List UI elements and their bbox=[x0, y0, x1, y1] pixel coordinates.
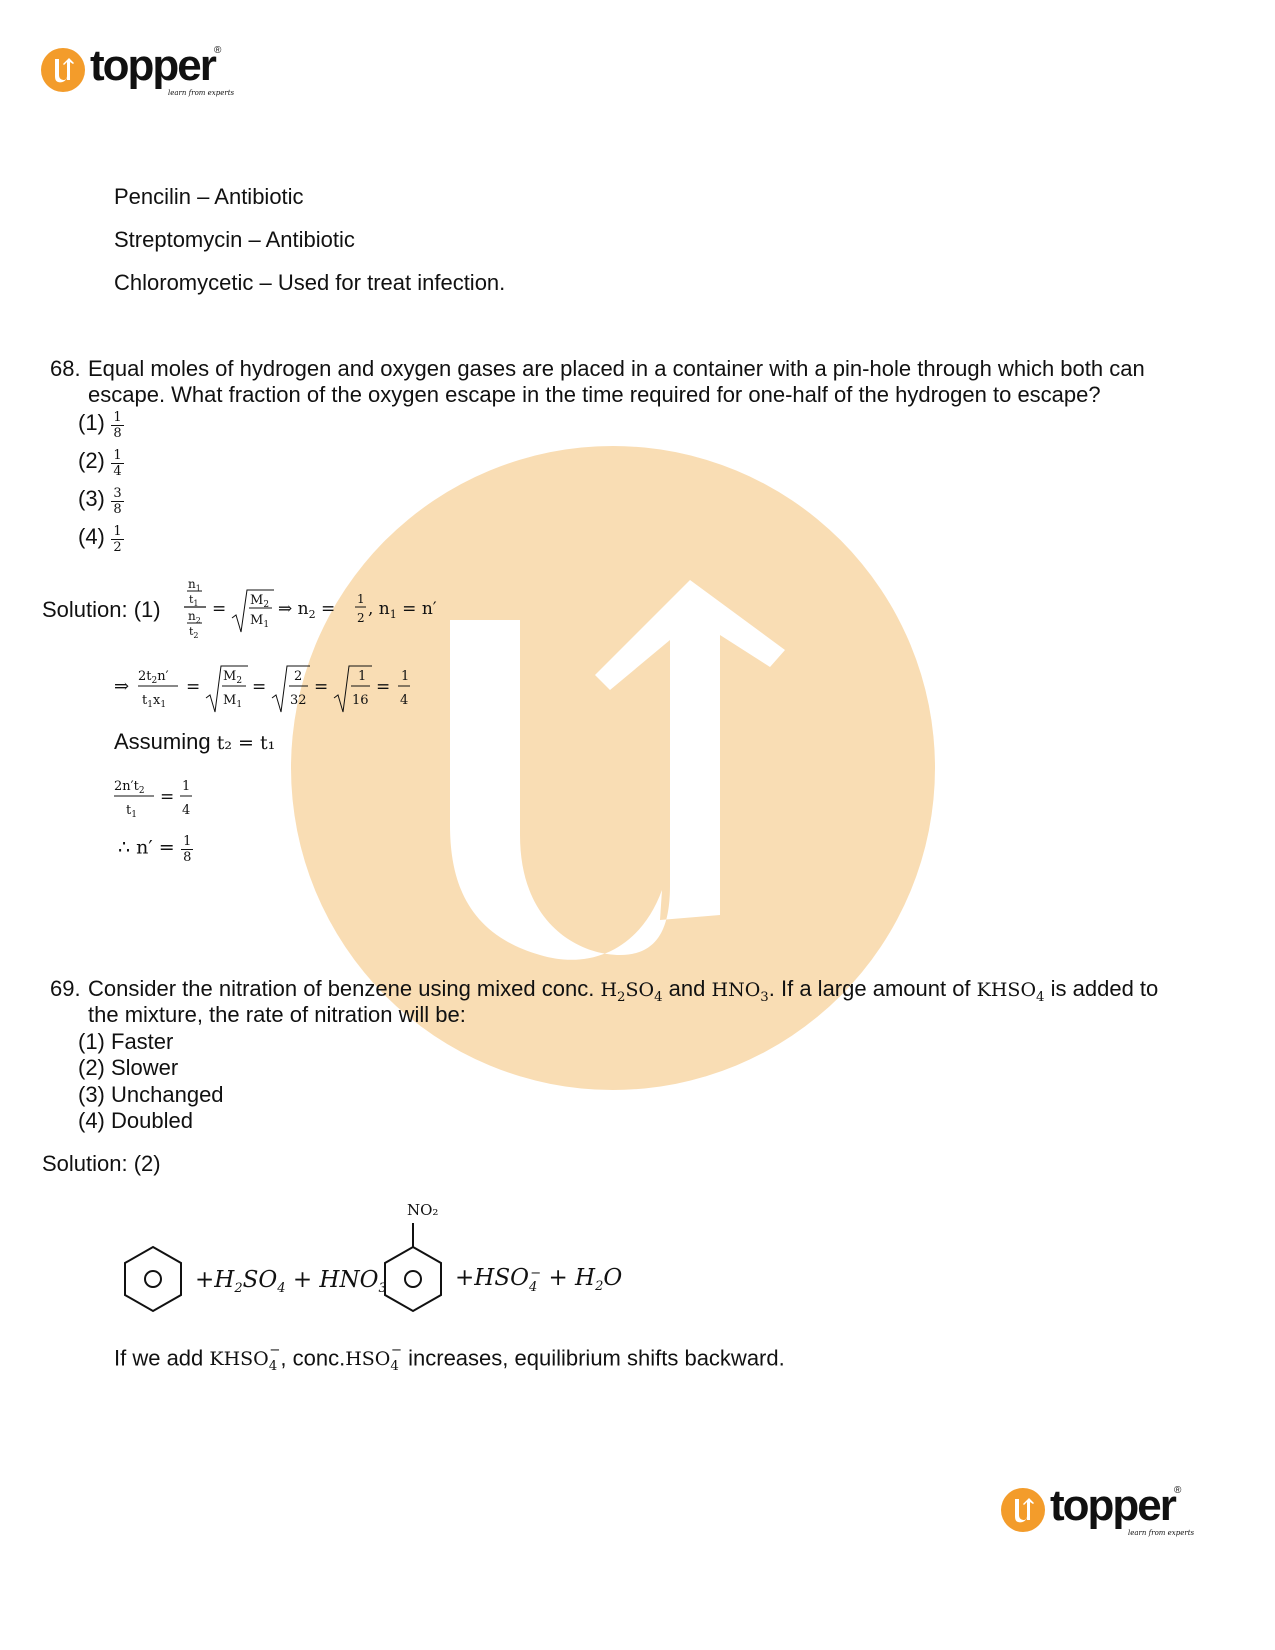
q69-solution-label: Solution: (2) bbox=[42, 1151, 161, 1176]
q68-assuming bbox=[114, 729, 275, 756]
svg-text:=: = bbox=[186, 677, 201, 697]
svg-text:2n′t2: $2n't_2$ bbox=[114, 779, 145, 796]
svg-text:t1: $t_1$ bbox=[126, 803, 137, 820]
q68-text-line2: escape. What fraction of the oxygen escape in the time required for one-half of the hydrogen to escape? bbox=[88, 382, 1101, 407]
q68-equation-3 bbox=[112, 772, 212, 820]
svg-text:⇒ n2 =: ⇒ $n_2$ = bbox=[278, 599, 336, 621]
svg-text:M1: $M_1$ bbox=[223, 693, 243, 710]
header-logo bbox=[40, 41, 240, 105]
logo-tagline: learn from experts bbox=[168, 89, 235, 97]
svg-text:M1: $M_1$ bbox=[250, 613, 270, 630]
svg-text:n2: $n_2$ bbox=[188, 609, 201, 625]
q68-text-line1: Equal moles of hydrogen and oxygen gases are placed in a container with a pin-hole through which both can bbox=[88, 356, 1145, 381]
q68-equation-2 bbox=[112, 660, 422, 716]
svg-text:+H2SO4 + HNO3: $+H_2SO_4 + HNO_3$ bbox=[195, 1267, 387, 1296]
q69-option-2: (2) Slower bbox=[78, 1055, 179, 1080]
svg-text:1: 1 bbox=[182, 779, 191, 794]
q68-result: ∴ n′ = $\frac{1}{8}$ bbox=[118, 834, 192, 865]
continuation-line-2: Streptomycin – Antibiotic bbox=[114, 227, 355, 252]
svg-text:=: = bbox=[314, 677, 329, 697]
nitrobenzene-ring-icon bbox=[385, 1223, 441, 1311]
q69-option-1: (1) Faster bbox=[78, 1029, 174, 1054]
svg-text:=: = bbox=[212, 599, 227, 619]
svg-text:16: 16 bbox=[352, 693, 369, 708]
svg-text:1: 1 bbox=[358, 669, 367, 684]
topper-badge-icon bbox=[1000, 1487, 1046, 1533]
option-label: (3) bbox=[78, 486, 105, 511]
nitration-reaction-diagram bbox=[115, 1195, 623, 1320]
svg-text:⇒: ⇒ bbox=[114, 676, 130, 697]
svg-text:t2: $t_2$ bbox=[189, 625, 199, 640]
option-label: (2) bbox=[78, 448, 105, 473]
svg-text:2: 2 bbox=[294, 669, 303, 684]
logo-wordmark: topper bbox=[1050, 1481, 1175, 1530]
assuming-math: t₂ = t₁ bbox=[216, 732, 276, 754]
logo-registered: ® bbox=[1174, 1485, 1182, 1496]
q69-option-3: (3) Unchanged bbox=[78, 1082, 224, 1107]
q69-number: 69. bbox=[50, 976, 81, 1001]
svg-text:4: 4 bbox=[182, 803, 191, 818]
q68-equation-1 bbox=[180, 572, 480, 648]
q69-explanation: If we add $KHSO_4^-$, $conc.HSO_4^-$ increases, equilibrium shifts backward. bbox=[114, 1343, 785, 1375]
option-label: (4) bbox=[78, 524, 105, 549]
logo-registered: ® bbox=[214, 45, 222, 56]
svg-text:M2: $M_2$ bbox=[223, 669, 243, 686]
q68-option-2: (2) $\frac{1}{4}$ bbox=[78, 448, 122, 480]
svg-text:1: 1 bbox=[357, 592, 365, 606]
svg-text:32: 32 bbox=[290, 693, 307, 708]
logo-wordmark: topper bbox=[90, 41, 215, 90]
svg-text:n1: $n_1$ bbox=[188, 577, 201, 593]
svg-text:=: = bbox=[160, 787, 175, 807]
logo-tagline: learn from experts bbox=[1128, 1529, 1195, 1537]
q69-option-4: (4) Doubled bbox=[78, 1108, 193, 1133]
q68-number: 68. bbox=[50, 356, 81, 381]
svg-text:2t2n′: $2t_2n'$ bbox=[138, 669, 169, 686]
q69-text-line1: Consider the nitration of benzene using mixed conc. $H_2SO_4$ and $HNO_3$. If a large amount of $KHSO_4$ is added to bbox=[88, 976, 1159, 1005]
svg-text:1: 1 bbox=[401, 669, 410, 684]
q68-option-4: (4) $\frac{1}{2}$ bbox=[78, 524, 122, 556]
continuation-line-1: Pencilin – Antibiotic bbox=[114, 184, 304, 209]
q69-text-line2: the mixture, the rate of nitration will be: bbox=[88, 1002, 466, 1027]
svg-text:4: 4 bbox=[400, 693, 409, 708]
svg-text:+HSO4− + H2O: $+HSO_4- + H_2O$ bbox=[455, 1265, 623, 1295]
option-label: (1) bbox=[78, 410, 105, 435]
assuming-text: Assuming bbox=[114, 729, 211, 754]
svg-text:=: = bbox=[252, 677, 267, 697]
footer-logo bbox=[1000, 1481, 1200, 1545]
topper-badge-icon bbox=[40, 47, 86, 93]
svg-text:M2: $M_2$ bbox=[250, 593, 270, 610]
q68-solution-label: Solution: (1) bbox=[42, 597, 161, 622]
svg-text:t1x1: $t_1x_1$ bbox=[142, 693, 167, 710]
svg-text:, n1 = n′: , $n_1 = n'$ bbox=[368, 599, 437, 621]
q68-option-1: (1) $\frac{1}{8}$ bbox=[78, 410, 122, 442]
svg-text:t1: $t_1$ bbox=[189, 593, 199, 608]
therefore-text: ∴ n′ = bbox=[118, 836, 175, 859]
svg-text:=: = bbox=[376, 677, 391, 697]
q68-option-3: (3) $\frac{3}{8}$ bbox=[78, 486, 122, 518]
svg-text:2: 2 bbox=[357, 611, 365, 625]
benzene-ring-icon bbox=[125, 1247, 181, 1311]
no2-label: NO₂ bbox=[407, 1201, 439, 1219]
continuation-line-3: Chloromycetic – Used for treat infection. bbox=[114, 270, 506, 295]
